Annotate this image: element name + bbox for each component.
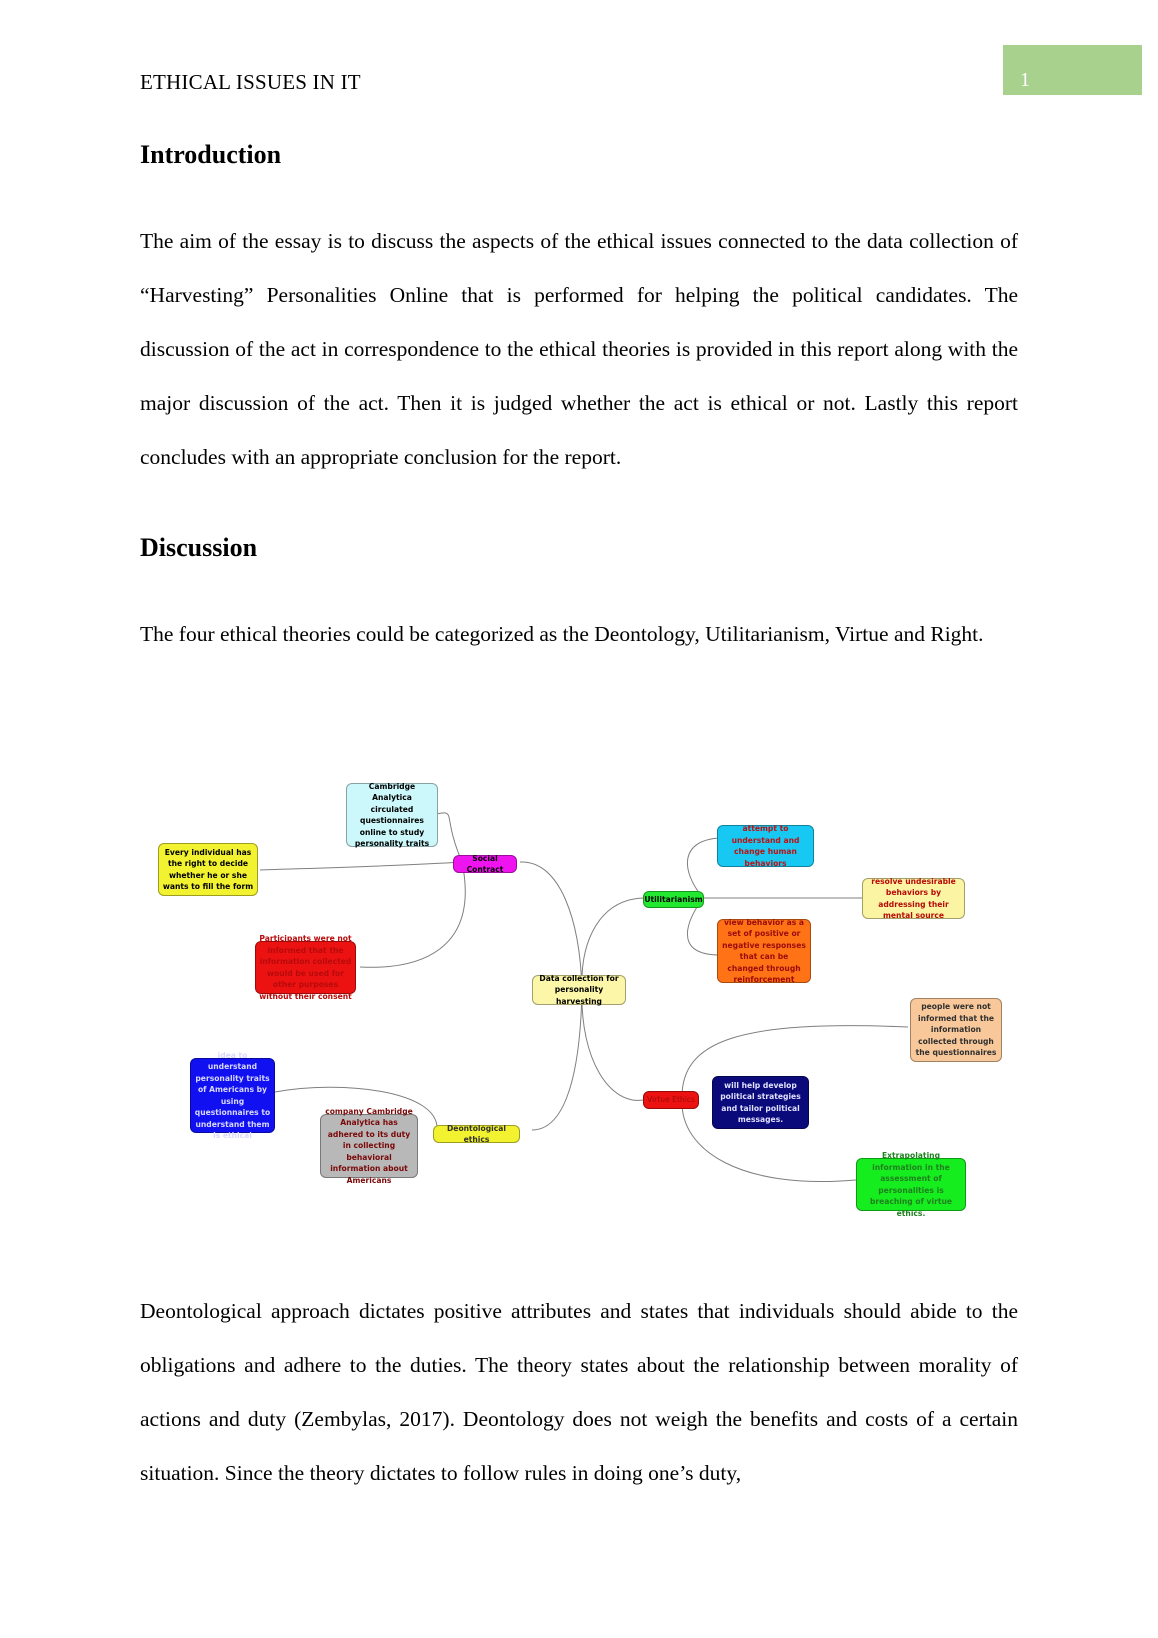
node-utilitarianism: Utilitarianism (643, 891, 704, 908)
node-cambridge-circulated: Cambridge Analytica circulated questionnaires online to study personality traits (346, 783, 438, 847)
node-center-data-collection: Data collection for personality harvesting (532, 975, 626, 1005)
discussion-paragraph-2: Deontological approach dictates positive attributes and states that individuals should abide to the obligations and adhere to the duties. The theory states about the relationship between morality of actions and duty (Zembylas, 2017). Deontology does not weigh the benefits and costs of a certain situation. Since the theory dictates to follow rules in doing one’s duty, (140, 1299, 1018, 1485)
node-deontological-ethics: Deontological ethics (433, 1125, 520, 1143)
node-participants-not-informed: Participants were not informed that the information collected would be used for other purposes without their consent (255, 941, 356, 994)
introduction-paragraph: The aim of the essay is to discuss the aspects of the ethical issues connected to the data collection of “Harvesting” Personalities Online that is performed for helping the political candidates. The discussion of the act in correspondence to the ethical theories is provided in this report along with the major discussion of the act. Then it is judged whether the act is ethical or not. Lastly this report concludes with an appropriate conclusion for the report. (140, 229, 1018, 469)
introduction-heading: Introduction (140, 140, 282, 169)
discussion-paragraph-1: The four ethical theories could be categorized as the Deontology, Utilitarianism, Virtue and Right. (140, 622, 984, 646)
node-every-individual: Every individual has the right to decide whether he or she wants to fill the form (158, 843, 258, 896)
running-header: ETHICAL ISSUES IN IT (140, 70, 361, 94)
node-idea-to-understand: idea to understand personality traits of Americans by using questionnaires to understand them is ethical (190, 1058, 275, 1133)
node-extrapolating-information: Extrapolating information in the assessment of personalities is breaching of virtue ethics. (856, 1158, 966, 1211)
node-attempt-to-understand: attempt to understand and change human behaviors (717, 825, 814, 867)
node-view-behavior: view behavior as a set of positive or negative responses that can be changed through reinforcement (717, 919, 811, 983)
node-resolve-undesirable: resolve undesirable behaviors by addressing their mental source (862, 878, 965, 919)
node-people-not-informed: people were not informed that the information collected through the questionnaires (910, 998, 1002, 1062)
mind-map (140, 770, 1020, 1230)
page-number: 1 (1020, 69, 1030, 91)
page-number-box (1003, 45, 1142, 95)
discussion-heading: Discussion (140, 533, 258, 562)
node-will-help-develop: will help develop political strategies and tailor political messages. (712, 1076, 809, 1129)
node-virtue-ethics: Virtue Ethics (643, 1091, 699, 1109)
node-company-cambridge: company Cambridge Analytica has adhered to its duty in collecting behavioral information about Americans (320, 1114, 418, 1178)
node-social-contract: Social Contract (453, 855, 517, 873)
